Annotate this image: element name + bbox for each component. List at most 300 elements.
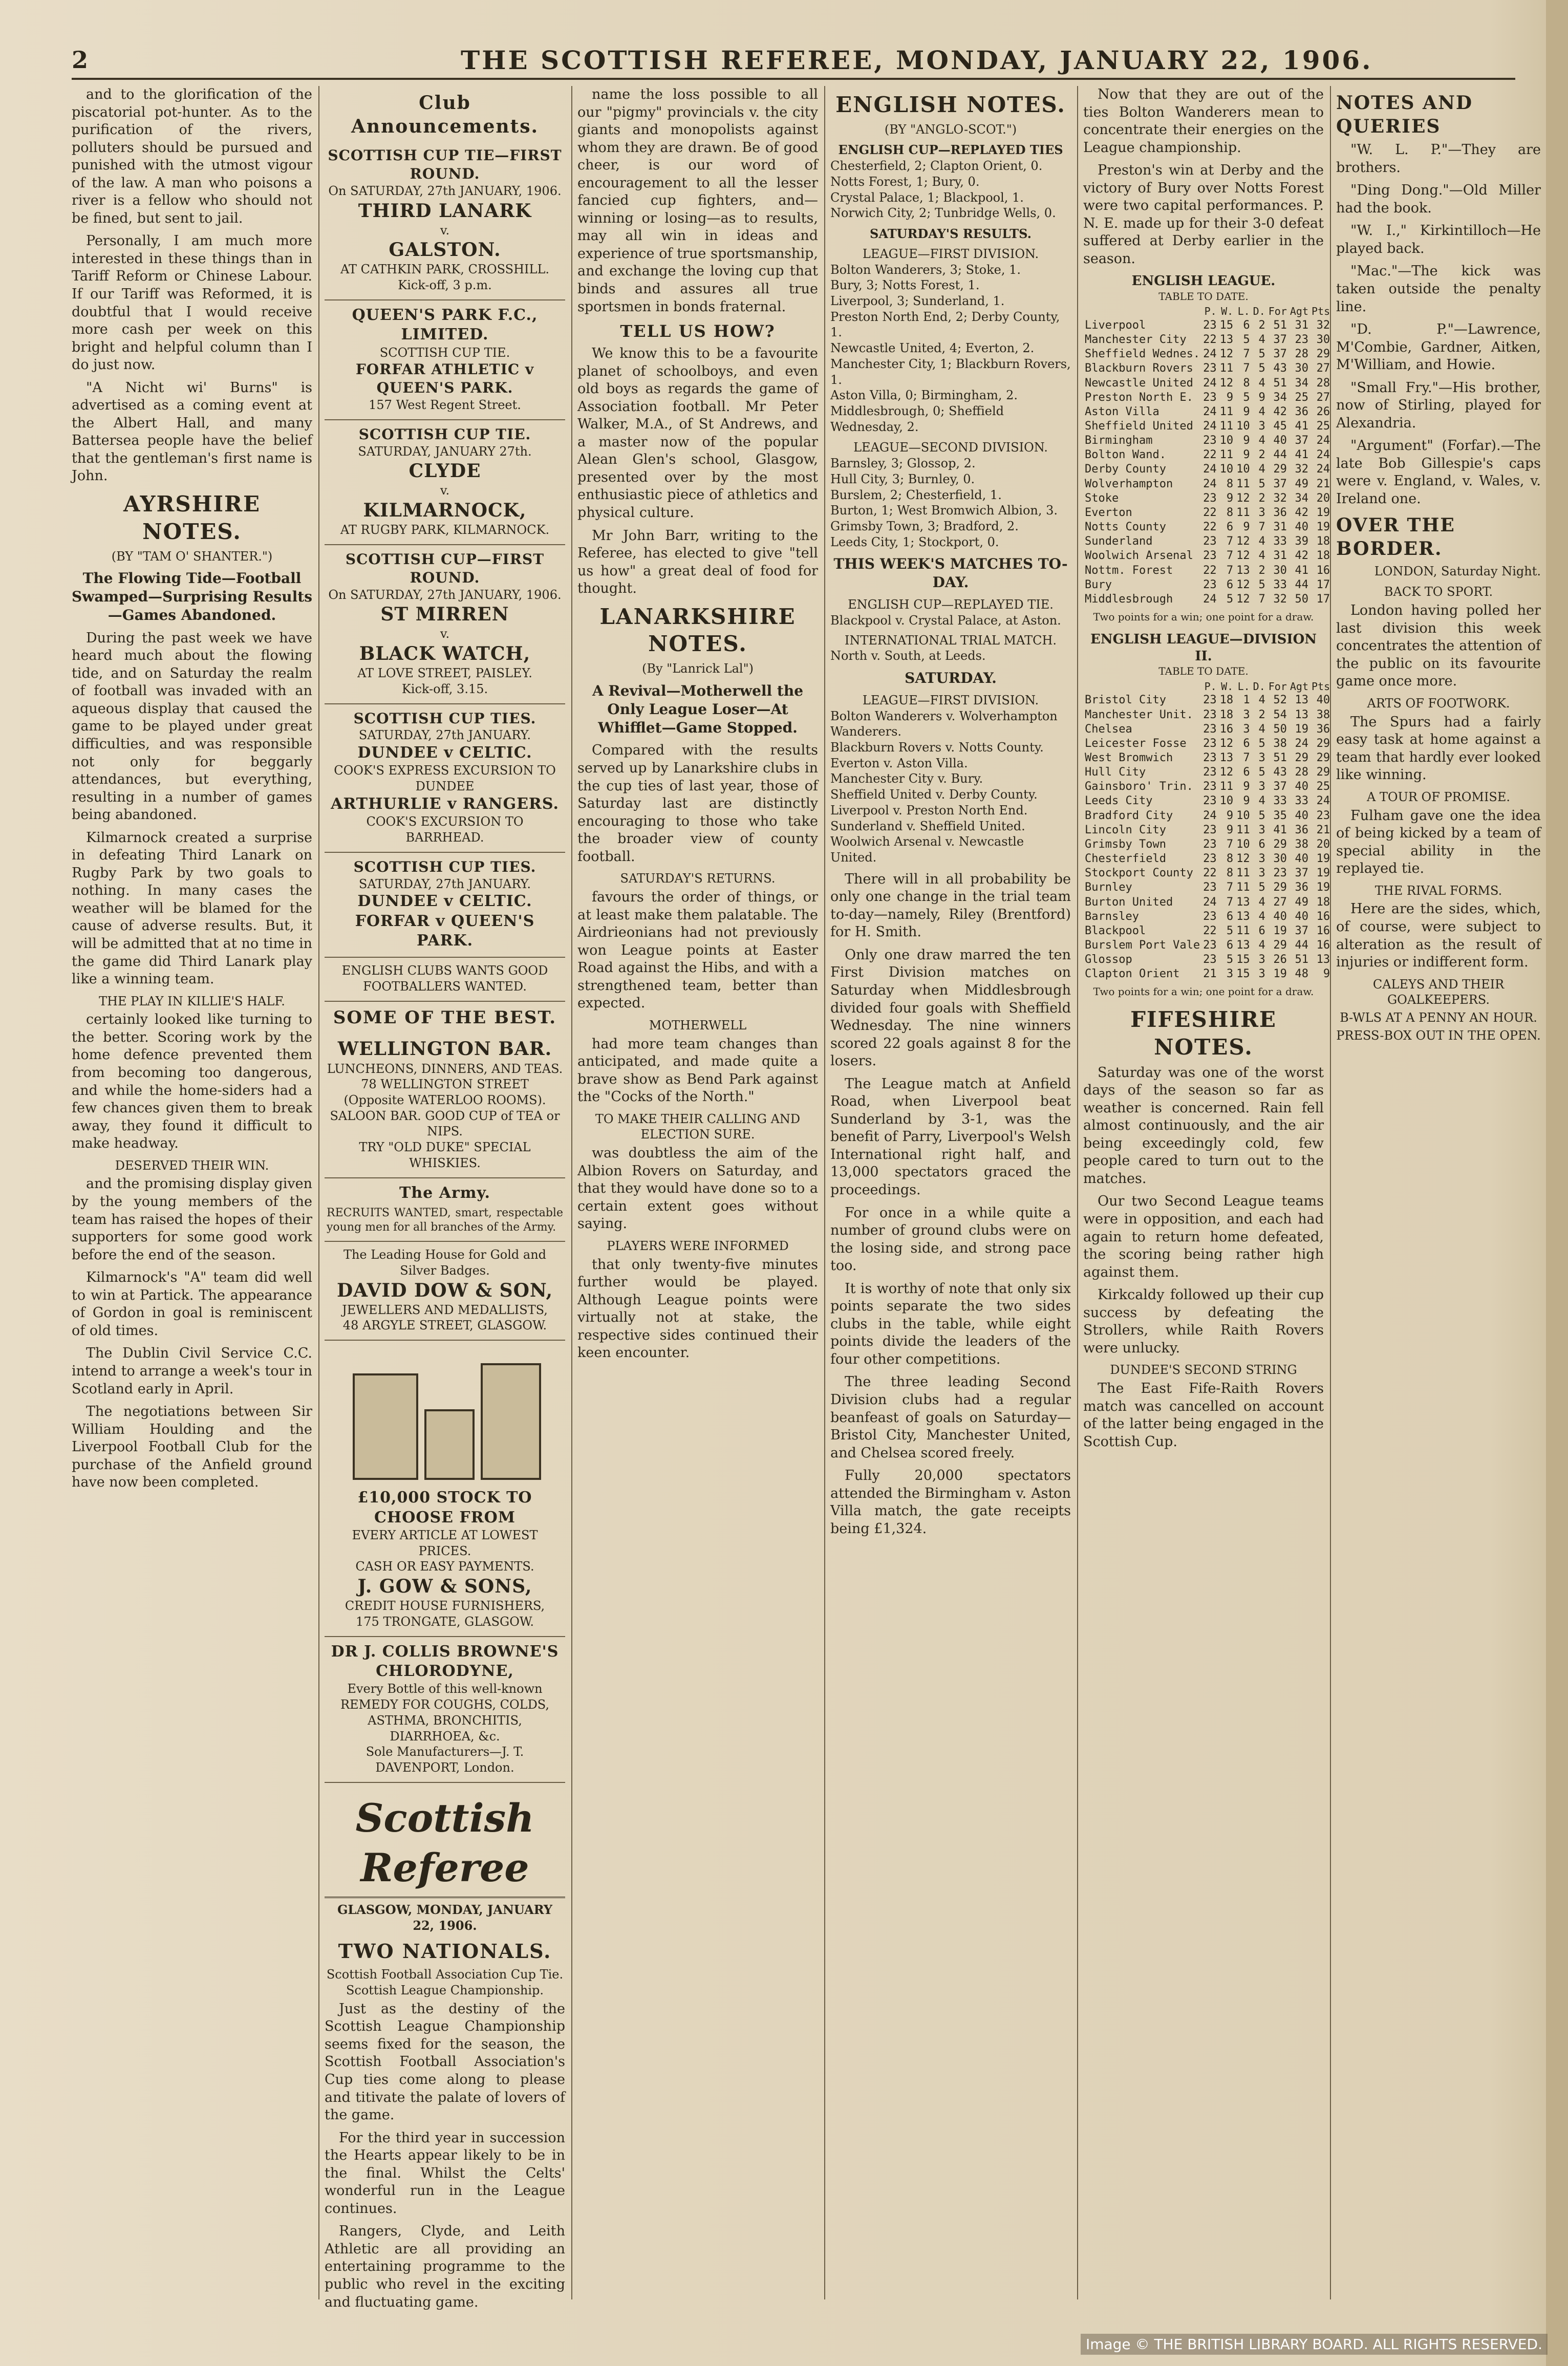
- table-cell: Leicester Fosse: [1085, 737, 1187, 750]
- table-cell: Birmingham: [1085, 434, 1153, 447]
- table-cell: 5: [1258, 766, 1265, 779]
- byline: (BY "TAM O' SHANTER."): [111, 549, 273, 564]
- table-cell: 51: [1273, 376, 1287, 390]
- table-cell: 3: [1243, 722, 1250, 736]
- body-paragraph: Rangers, Clyde, and Leith Athletic are all providing an entertaining programme to the public who revel in the exciting and fluctuating game.: [325, 2223, 565, 2310]
- table-row: [1083, 880, 1331, 895]
- table-cell: 23: [1203, 434, 1217, 447]
- table-cell: 7: [1243, 751, 1250, 764]
- table-cell: 30: [1273, 852, 1287, 866]
- table-cell: 3: [1226, 967, 1234, 981]
- table-cell: 4: [1258, 405, 1265, 418]
- table-cell: 23: [1273, 867, 1287, 880]
- table-cell: 29: [1316, 751, 1330, 764]
- table-cell: 29: [1273, 837, 1287, 851]
- table-row: [1083, 866, 1331, 880]
- table-cell: Notts County: [1085, 521, 1166, 534]
- table-cell: 40: [1273, 434, 1287, 447]
- table-cell: 20: [1316, 491, 1330, 505]
- table-cell: 6: [1243, 318, 1250, 332]
- table-cell: 10: [1219, 794, 1234, 808]
- table-row: [1083, 751, 1331, 765]
- column-5: [1083, 86, 1330, 2299]
- table-header-cell: D.: [1253, 305, 1265, 318]
- dateline: LONDON, Saturday Night.: [1374, 564, 1541, 578]
- league-table-footnote: Two points for a win; one point for a draw.: [1093, 985, 1314, 998]
- table-cell: 5: [1243, 333, 1250, 347]
- body-paragraph: Kilmarnock created a surprise in defeating Third Lanark on Rugby Park by two goals to nothing. In many cases the weather will be blamed for the cause of adverse results. But, it will be admitted that at no time in the game did Third Lanark play like a winning team.: [72, 829, 312, 987]
- table-cell: 42: [1273, 405, 1287, 418]
- byline: (BY "ANGLO-SCOT."): [884, 122, 1017, 137]
- table-cell: 23: [1203, 737, 1217, 750]
- table-cell: 8: [1226, 506, 1234, 519]
- table-cell: 10: [1236, 420, 1250, 433]
- table-cell: 50: [1295, 592, 1309, 606]
- table-cell: 3: [1258, 953, 1265, 966]
- table-cell: 8: [1226, 477, 1234, 490]
- editorial-subtitle: Scottish Football Association Cup Tie. Scottish League Championship.: [326, 1967, 564, 1998]
- table-cell: 42: [1295, 506, 1309, 519]
- table-cell: 51: [1295, 953, 1309, 966]
- table-cell: 38: [1316, 708, 1330, 721]
- scottish-referee-logo: Scottish Referee: [325, 1783, 565, 1899]
- table-row: [1083, 564, 1331, 578]
- table-cell: 7: [1258, 592, 1265, 606]
- advert-clyde-kilmarnock: SCOTTISH CUP TIE. SATURDAY, JANUARY 27th. CLYDE v. KILMARNOCK, AT RUGBY PARK, KILMARNOCK.: [325, 420, 565, 545]
- table-cell: 13: [1295, 694, 1309, 707]
- table-cell: 24: [1316, 463, 1330, 476]
- query-answer: "Argument" (Forfar).—The late Bob Gillespie's caps were v. England, v. Wales, v. Ireland one.: [1336, 438, 1541, 507]
- table-header-cell: W.: [1221, 305, 1234, 318]
- subheading: A Revival—Motherwell the Only League Loser—At Whifflet—Game Stopped.: [592, 682, 804, 736]
- column-rule: [571, 86, 572, 2299]
- query-answer: "Ding Dong."—Old Miller had the book.: [1336, 182, 1541, 216]
- furniture-illustration: [348, 1353, 542, 1481]
- table-cell: 16: [1219, 722, 1234, 736]
- table-cell: 5: [1258, 477, 1265, 490]
- table-cell: 9: [1243, 405, 1250, 418]
- table-cell: 52: [1273, 694, 1287, 707]
- table-cell: 13: [1236, 564, 1250, 577]
- section-heading-best: SOME OF THE BEST.: [333, 1007, 557, 1028]
- table-cell: 11: [1236, 506, 1250, 519]
- table-cell: 6: [1226, 939, 1234, 952]
- table-cell: 5: [1243, 391, 1250, 404]
- table-cell: 12: [1219, 376, 1234, 390]
- table-header-cell: Pts: [1312, 680, 1330, 693]
- table-cell: 40: [1316, 694, 1330, 707]
- table-cell: 40: [1295, 910, 1309, 923]
- body-paragraph: London having polled her last division this week concentrates the attention of the public on its favourite game once more.: [1336, 603, 1541, 690]
- table-cell: 33: [1273, 578, 1287, 591]
- table-cell: 18: [1316, 535, 1330, 548]
- table-cell: 51: [1273, 318, 1287, 332]
- table-cell: 21: [1203, 967, 1217, 981]
- table-cell: 29: [1316, 737, 1330, 750]
- table-cell: 23: [1203, 837, 1217, 851]
- byline: (By "Lanrick Lal"): [641, 661, 754, 676]
- table-cell: 5: [1226, 953, 1234, 966]
- body-paragraph: Only one draw marred the ten First Division matches on Saturday when Middlesbrough divided four goals with Sheffield Wednesday. The nine winners scored 22 goals against 8 for the losers.: [830, 947, 1071, 1069]
- table-cell: 44: [1273, 448, 1287, 462]
- table-cell: 32: [1273, 491, 1287, 505]
- table-cell: 19: [1295, 722, 1309, 736]
- table-cell: 36: [1295, 881, 1309, 894]
- body-paragraph: that only twenty-five minutes further would be played. Although League points were virtually not at stake, the respective sides continued their keen encounter.: [577, 1256, 818, 1361]
- table-cell: 42: [1295, 549, 1309, 563]
- table-cell: Newcastle United: [1085, 376, 1193, 390]
- table-row: [1083, 318, 1331, 333]
- table-cell: 32: [1273, 592, 1287, 606]
- table-cell: 12: [1236, 535, 1250, 548]
- table-header-cell: P.: [1204, 680, 1217, 693]
- table-cell: 5: [1258, 578, 1265, 591]
- table-cell: 40: [1273, 910, 1287, 923]
- table-cell: Bristol City: [1085, 694, 1166, 707]
- table-cell: 4: [1258, 794, 1265, 808]
- table-cell: 18: [1316, 895, 1330, 909]
- table-cell: 29: [1273, 939, 1287, 952]
- table-cell: 8: [1226, 867, 1234, 880]
- table-cell: 11: [1236, 823, 1250, 836]
- table-cell: 4: [1258, 549, 1265, 563]
- table-cell: 4: [1258, 694, 1265, 707]
- crosshead: PLAYERS WERE INFORMED: [607, 1238, 789, 1253]
- table-cell: 23: [1203, 578, 1217, 591]
- table-header-cell: [1083, 305, 1201, 318]
- table-cell: 12: [1236, 549, 1250, 563]
- table-cell: 34: [1295, 491, 1309, 505]
- table-cell: 2: [1258, 448, 1265, 462]
- crosshead: TO MAKE THEIR CALLING AND ELECTION SURE.: [595, 1111, 801, 1142]
- table-cell: 31: [1273, 521, 1287, 534]
- table-cell: 32: [1295, 463, 1309, 476]
- table-cell: 11: [1236, 881, 1250, 894]
- table-row: [1083, 347, 1331, 361]
- table-cell: 9: [1243, 780, 1250, 793]
- body-paragraph: name the loss possible to all our "pigmy" provincials v. the city giants and monopolists against whom they are drawn. Be of good cheer, is our word of encouragement to all the lesser fancied cup fighters, and—winning or losing—as to results, may all win in ideas and experience of true sportsmanship, and exchange the loving cup that binds and assures all true sportsmen in bonds fraternal.: [577, 87, 818, 315]
- table-cell: 12: [1219, 766, 1234, 779]
- table-header-cell: P.: [1204, 305, 1217, 318]
- table-cell: 19: [1316, 881, 1330, 894]
- crosshead: CALEYS AND THEIR GOALKEEPERS.: [1372, 977, 1505, 1007]
- table-cell: 24: [1316, 434, 1330, 447]
- table-cell: 23: [1203, 491, 1217, 505]
- table-row: [1083, 434, 1331, 448]
- table-cell: Wolverhampton: [1085, 477, 1173, 490]
- table-cell: Manchester Unit.: [1085, 708, 1193, 721]
- newspaper-title: THE SCOTTISH REFEREE, MONDAY, JANUARY 22, 1906.: [461, 45, 1373, 75]
- table-row: [1083, 708, 1331, 722]
- section-heading-tell-us-how: TELL US HOW?: [620, 321, 776, 341]
- table-cell: 54: [1273, 708, 1287, 721]
- section-heading-ayrshire: AYRSHIRE NOTES.: [123, 491, 261, 544]
- table-cell: 12: [1219, 348, 1234, 361]
- table-cell: 24: [1316, 794, 1330, 808]
- advert-army: The Army. RECRUITS WANTED, smart, respectable young men for all branches of the Army.: [325, 1178, 565, 1242]
- table-cell: 9: [1226, 391, 1234, 404]
- table-cell: 19: [1316, 506, 1330, 519]
- table-cell: 24: [1295, 737, 1309, 750]
- table-cell: 41: [1295, 420, 1309, 433]
- table-cell: 2: [1258, 318, 1265, 332]
- table-cell: 5: [1226, 592, 1234, 606]
- table-cell: Grimsby Town: [1085, 837, 1166, 851]
- table-cell: 26: [1273, 953, 1287, 966]
- advert-cup-ties: SCOTTISH CUP TIES. SATURDAY, 27th JANUARY. DUNDEE v CELTIC. FORFAR v QUEEN'S PARK.: [325, 853, 565, 958]
- table-cell: 29: [1316, 348, 1330, 361]
- table-cell: Derby County: [1085, 463, 1166, 476]
- table-cell: 34: [1295, 376, 1309, 390]
- table-cell: Preston North E.: [1085, 391, 1193, 404]
- body-paragraph: certainly looked like turning to the better. Scoring work by the home defence prevented them from becoming too dangerous, and while the home-siders had a few chances given them to break away, they found it difficult to make headway.: [72, 1012, 312, 1152]
- table-header-cell: Agt: [1290, 305, 1309, 318]
- table-cell: 3: [1243, 708, 1250, 721]
- column-3: [577, 86, 818, 2299]
- query-answer: "W. L. P."—They are brothers.: [1336, 142, 1541, 176]
- table-cell: 11: [1219, 362, 1234, 375]
- table-cell: 40: [1295, 521, 1309, 534]
- table-cell: 6: [1258, 837, 1265, 851]
- table-cell: 31: [1273, 549, 1287, 563]
- table-row: [1083, 722, 1331, 737]
- table-cell: 24: [1203, 895, 1217, 909]
- section-heading-over-the-border: OVER THE BORDER.: [1336, 514, 1455, 560]
- table-cell: 19: [1316, 852, 1330, 866]
- table-cell: Clapton Orient: [1085, 967, 1180, 981]
- query-answer: "W. I.," Kirkintilloch—He played back.: [1336, 223, 1541, 256]
- table-header-cell: W.: [1221, 680, 1234, 693]
- section-heading-fifeshire: FIFESHIRE NOTES.: [1130, 1007, 1277, 1060]
- table-row: [1083, 765, 1331, 780]
- table-cell: 9: [1226, 491, 1234, 505]
- table-cell: 17: [1316, 578, 1330, 591]
- table-cell: 41: [1273, 823, 1287, 836]
- body-paragraph: We know this to be a favourite planet of schoolboys, and even old boys as regards the game of Association football. Mr Peter Walker, M.A., of St Andrews, and a master now of the popular Alean Glen's school, Glasgow, presented over by the most enthusiastic piece of athletics and physical culture.: [577, 346, 818, 521]
- table-cell: 17: [1316, 592, 1330, 606]
- table-cell: 15: [1236, 967, 1250, 981]
- table-row: [1083, 780, 1331, 794]
- table-cell: 7: [1226, 535, 1234, 548]
- table-row: [1083, 405, 1331, 419]
- table-cell: 25: [1316, 780, 1330, 793]
- table-header-cell: D.: [1253, 680, 1265, 693]
- table-cell: 5: [1258, 362, 1265, 375]
- table-cell: 29: [1295, 751, 1309, 764]
- table-cell: Blackburn Rovers: [1085, 362, 1193, 375]
- table-row: [1083, 520, 1331, 534]
- table-row: [1083, 491, 1331, 506]
- body-paragraph: Here are the sides, which, of course, were subject to alteration as the result of injuries or indifferent form.: [1336, 901, 1541, 971]
- table-cell: 22: [1203, 506, 1217, 519]
- table-cell: 7: [1226, 881, 1234, 894]
- table-cell: 23: [1203, 910, 1217, 923]
- league-table-division-1: [1083, 305, 1331, 607]
- table-row: [1083, 823, 1331, 837]
- table-cell: 13: [1236, 910, 1250, 923]
- table-cell: Manchester City: [1085, 333, 1187, 347]
- body-paragraph: Kilmarnock's "A" team did well to win at Partick. The appearance of Gordon in goal is reminiscent of old times.: [72, 1270, 312, 1339]
- table-cell: 43: [1273, 766, 1287, 779]
- table-cell: 4: [1258, 939, 1265, 952]
- body-paragraph: and to the glorification of the piscatorial pot-hunter. As to the purification of the rivers, polluters should be pursued and punished with the utmost vigour of the law. A man who poisons a river is a fellow who should not be fined, but sent to jail.: [72, 87, 312, 226]
- table-cell: 24: [1203, 477, 1217, 490]
- table-cell: Bradford City: [1085, 809, 1173, 822]
- crosshead: B-WLS AT A PENNY AN HOUR.: [1340, 1010, 1537, 1025]
- table-cell: 5: [1258, 737, 1265, 750]
- table-cell: 29: [1316, 766, 1330, 779]
- table-cell: 21: [1316, 477, 1330, 490]
- table-cell: 23: [1203, 939, 1217, 952]
- table-cell: 23: [1203, 881, 1217, 894]
- table-header-cell: L.: [1237, 680, 1250, 693]
- table-cell: 9: [1258, 391, 1265, 404]
- table-cell: 39: [1295, 535, 1309, 548]
- table-cell: 4: [1258, 434, 1265, 447]
- table-cell: 36: [1295, 405, 1309, 418]
- league-table-footnote: Two points for a win; one point for a draw.: [1093, 611, 1314, 623]
- body-paragraph: Saturday was one of the worst days of the season so far as weather is concerned. Rain fell almost continuously, and the air being exceedingly cold, few people cared to turn out to the matches.: [1083, 1064, 1324, 1187]
- column-1: [72, 86, 312, 2299]
- table-row: [1083, 419, 1331, 434]
- table-header-cell: Pts: [1312, 305, 1330, 318]
- table-cell: 24: [1203, 348, 1217, 361]
- table-row: [1083, 592, 1331, 607]
- table-row: [1083, 809, 1331, 823]
- table-cell: 20: [1316, 837, 1330, 851]
- league-table-subtitle: TABLE TO DATE.: [1158, 665, 1249, 678]
- body-paragraph: favours the order of things, or at least make them palatable. The Airdrieonians had not previously won League points at Easter Road against the Hibs, and with a strengthened team, better than expected.: [577, 889, 818, 1012]
- copyright-footer: Image © THE BRITISH LIBRARY BOARD. ALL RIGHTS RESERVED.: [1081, 2334, 1548, 2355]
- table-cell: 35: [1273, 809, 1287, 822]
- table-cell: 23: [1203, 751, 1217, 764]
- matches-today: ENGLISH CUP—REPLAYED TIE. Blackpool v. Crystal Palace, at Aston. INTERNATIONAL TRIAL MATCH. North v. South, at Leeds.: [830, 597, 1061, 663]
- table-cell: 3: [1258, 823, 1265, 836]
- table-cell: 33: [1273, 794, 1287, 808]
- crosshead: ARTS OF FOOTWORK.: [1367, 696, 1510, 711]
- table-cell: 31: [1295, 318, 1309, 332]
- body-paragraph: The negotiations between Sir William Houlding and the Liverpool Football Club for the purchase of the Anfield ground have now been completed.: [72, 1404, 312, 1491]
- table-cell: 24: [1203, 420, 1217, 433]
- table-cell: 50: [1273, 722, 1287, 736]
- body-paragraph: Preston's win at Derby and the victory of Bury over Notts Forest were two capital performances. P. N. E. made up for their 3-0 defeat suffered at Derby earlier in the season.: [1083, 162, 1324, 267]
- body-paragraph: had more team changes than anticipated, and made quite a brave show as Bend Park against the "Cocks of the North.": [577, 1036, 818, 1105]
- table-cell: 8: [1226, 852, 1234, 866]
- table-cell: 15: [1219, 318, 1234, 332]
- table-cell: 23: [1203, 694, 1217, 707]
- table-row: [1083, 924, 1331, 938]
- table-cell: 19: [1316, 521, 1330, 534]
- table-cell: 3: [1258, 751, 1265, 764]
- table-cell: 40: [1295, 809, 1309, 822]
- section-heading-english-notes: ENGLISH NOTES.: [835, 92, 1066, 117]
- table-cell: 40: [1295, 780, 1309, 793]
- table-cell: 18: [1219, 708, 1234, 721]
- table-cell: 12: [1219, 737, 1234, 750]
- table-cell: 22: [1203, 521, 1217, 534]
- table-cell: 3: [1258, 420, 1265, 433]
- table-cell: 24: [1203, 376, 1217, 390]
- body-paragraph: Compared with the results served up by Lanarkshire clubs in the cup ties of last year, those of Saturday last are distinctly encouraging to those who take the broader view of county football.: [577, 742, 818, 865]
- body-paragraph: The Dublin Civil Service C.C. intend to arrange a week's tour in Scotland early in April.: [72, 1345, 312, 1397]
- table-cell: 4: [1258, 535, 1265, 548]
- table-row: [1083, 506, 1331, 520]
- table-header-cell: For: [1268, 305, 1287, 318]
- table-cell: 22: [1203, 448, 1217, 462]
- table-cell: 7: [1226, 564, 1234, 577]
- table-cell: 5: [1258, 809, 1265, 822]
- table-cell: 24: [1203, 405, 1217, 418]
- table-header-cell: L.: [1237, 305, 1250, 318]
- table-cell: 37: [1295, 924, 1309, 937]
- table-cell: 28: [1295, 348, 1309, 361]
- table-cell: 13: [1316, 953, 1330, 966]
- table-cell: 23: [1295, 333, 1309, 347]
- table-cell: 49: [1295, 895, 1309, 909]
- table-cell: 36: [1316, 722, 1330, 736]
- table-cell: Stockport County: [1085, 867, 1193, 880]
- table-cell: 5: [1258, 348, 1265, 361]
- advert-gow-furniture: £10,000 STOCK TO CHOOSE FROM EVERY ARTICLE AT LOWEST PRICES. CASH OR EASY PAYMENTS. J. GOW & SONS, CREDIT HOUSE FURNISHERS, 175 TRONGATE, GLASGOW.: [325, 1341, 565, 1637]
- table-cell: 3: [1258, 967, 1265, 981]
- table-cell: 28: [1295, 766, 1309, 779]
- table-cell: 43: [1273, 362, 1287, 375]
- table-cell: 23: [1203, 722, 1217, 736]
- table-cell: 11: [1236, 924, 1250, 937]
- table-row: [1083, 693, 1331, 707]
- body-paragraph: The Spurs had a fairly easy task at home against a team that hardly ever looked like winning.: [1336, 714, 1541, 783]
- table-cell: Middlesbrough: [1085, 592, 1173, 606]
- table-cell: 5: [1258, 881, 1265, 894]
- wardrobe-icon: [353, 1373, 418, 1480]
- body-paragraph: "A Nicht wi' Burns" is advertised as a coming event at the Albert Hall, and many Battersea people have the belief that the gentleman's first name is John.: [72, 379, 312, 484]
- league-table-division-2: [1083, 680, 1331, 982]
- advert-queens-park: QUEEN'S PARK F.C., LIMITED. SCOTTISH CUP TIE. FORFAR ATHLETIC v QUEEN'S PARK. 157 West Regent Street.: [325, 300, 565, 420]
- table-row: [1083, 376, 1331, 391]
- page-number: 2: [72, 46, 89, 74]
- matches-saturday: LEAGUE—FIRST DIVISION. Bolton Wanderers v. Wolverhampton Wanderers. Blackburn Rovers v. Notts County. Everton v. Aston Villa. Manchester City v. Bury. Sheffield United v. Derby County. Liverpool v. Preston North End. Sunderland v. Sheffield United. Woolwich Arsenal v. Newcastle United.: [830, 693, 1058, 865]
- column-4: [830, 86, 1071, 2299]
- table-cell: 4: [1258, 722, 1265, 736]
- table-cell: Woolwich Arsenal: [1085, 549, 1193, 563]
- body-paragraph: was doubtless the aim of the Albion Rovers on Saturday, and that they would have done so to a certain extent goes without saying.: [577, 1145, 818, 1232]
- table-cell: 37: [1273, 333, 1287, 347]
- table-cell: 30: [1295, 362, 1309, 375]
- table-cell: 10: [1219, 434, 1234, 447]
- body-paragraph: For the third year in succession the Hearts appear likely to be in the final. Whilst the Celts' wonderful run in the League continues.: [325, 2130, 565, 2217]
- table-cell: 12: [1236, 852, 1250, 866]
- table-header-cell: Agt: [1290, 680, 1309, 693]
- table-cell: 7: [1226, 837, 1234, 851]
- table-cell: Aston Villa: [1085, 405, 1159, 418]
- table-cell: 2: [1258, 491, 1265, 505]
- table-cell: 29: [1273, 463, 1287, 476]
- table-cell: 13: [1219, 333, 1234, 347]
- table-cell: 4: [1258, 376, 1265, 390]
- body-paragraph: Mr John Barr, writing to the Referee, has elected to give "tell us how" a great deal of food for thought.: [577, 527, 818, 597]
- query-answer: "D. P."—Lawrence, M'Combie, Gardner, Aitken, M'William, and Howie.: [1336, 321, 1541, 373]
- section-heading-lanarkshire: LANARKSHIRE NOTES.: [599, 604, 796, 657]
- dateline: GLASGOW, MONDAY, JANUARY 22, 1906.: [337, 1902, 553, 1933]
- body-paragraph: For once in a while quite a number of ground clubs were on the losing side, and strong pace too.: [830, 1204, 1071, 1274]
- table-cell: 22: [1203, 333, 1217, 347]
- table-row: [1083, 938, 1331, 953]
- table-row: [1083, 333, 1331, 347]
- table-cell: Blackpool: [1085, 924, 1146, 937]
- table-cell: 23: [1203, 780, 1217, 793]
- table-cell: 4: [1258, 910, 1265, 923]
- advert-english-clubs: ENGLISH CLUBS WANTS GOOD FOOTBALLERS WANTED.: [325, 958, 565, 1001]
